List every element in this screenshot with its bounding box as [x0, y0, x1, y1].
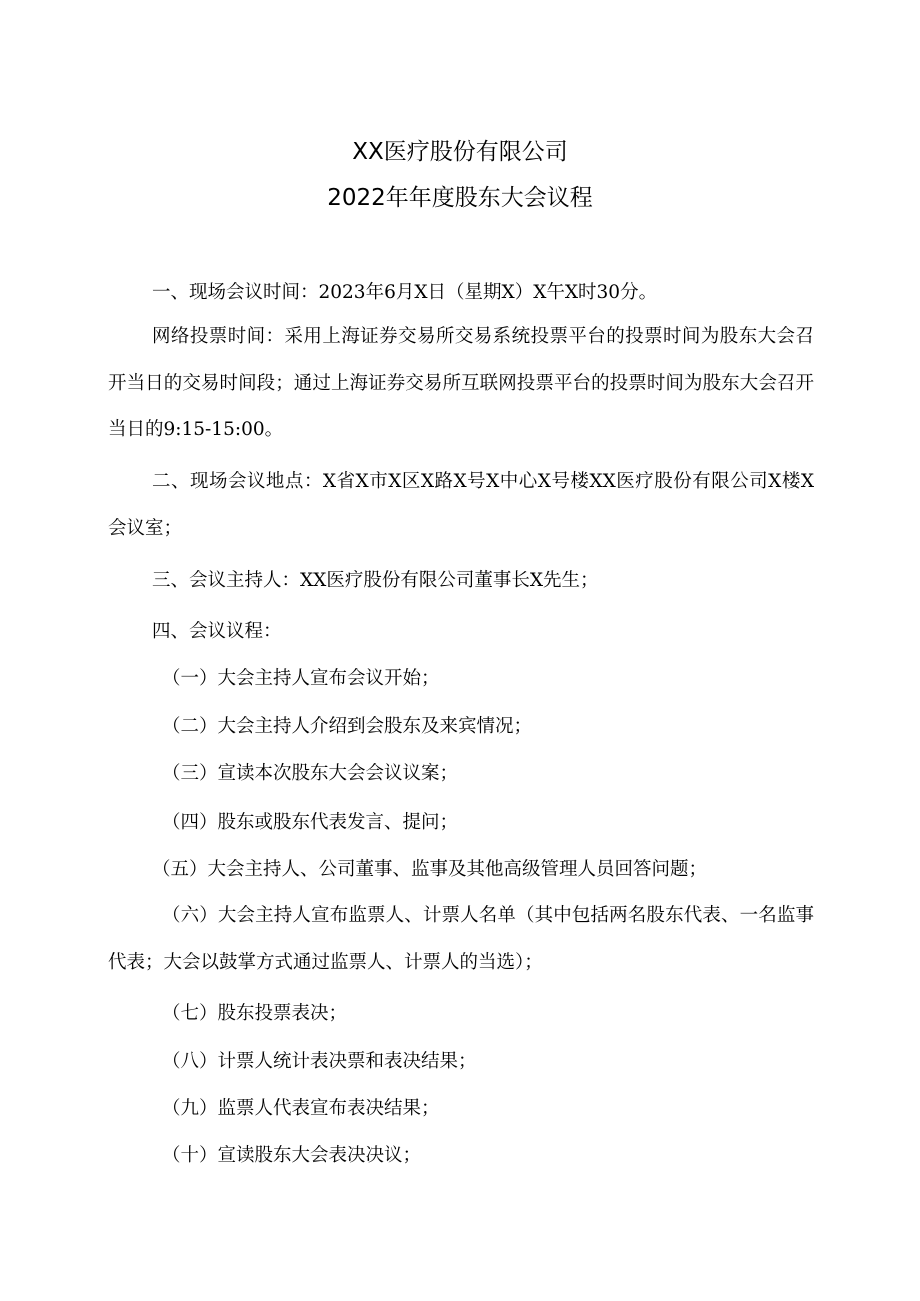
agenda-item-8: （八）计票人统计表决票和表决结果；: [162, 1051, 477, 1072]
agenda-item-7: （七）股东投票表决；: [162, 1003, 348, 1024]
agenda-item-4: （四）股东或股东代表发言、提问；: [162, 812, 459, 833]
meeting-title: 2022年年度股东大会议程: [327, 185, 593, 211]
meeting-location-paragraph: 二、现场会议地点：X省X市X区X路X号X中心X号楼XX医疗股份有限公司X楼X会议室；: [108, 471, 814, 539]
agenda-item-10: （十）宣读股东大会表决决议；: [162, 1145, 422, 1166]
agenda-item-6: （六）大会主持人宣布监票人、计票人名单（其中包括两名股东代表、一名监事代表；大会以鼓掌方式通过监票人、计票人的当选）；: [108, 905, 814, 973]
agenda-item-2: （二）大会主持人介绍到会股东及来宾情况；: [162, 716, 533, 737]
agenda-item-1: （一）大会主持人宣布会议开始；: [162, 668, 440, 689]
agenda-item-3: （三）宣读本次股东大会会议议案；: [162, 763, 459, 784]
company-title: XX医疗股份有限公司: [352, 139, 568, 165]
online-voting-paragraph: 网络投票时间：采用上海证券交易所交易系统投票平台的投票时间为股东大会召开当日的交易时间段；通过上海证券交易所互联网投票平台的投票时间为股东大会召开当日的9:15-15:00。: [108, 326, 814, 440]
meeting-time-paragraph: 一、现场会议时间：2023年6月X日（星期X）X午X时30分。: [152, 282, 658, 303]
meeting-host-paragraph: 三、会议主持人：XX医疗股份有限公司董事长X先生；: [152, 570, 599, 591]
agenda-item-9: （九）监票人代表宣布表决结果；: [162, 1098, 440, 1119]
agenda-heading: 四、会议议程：: [152, 621, 282, 642]
agenda-item-5: （五）大会主持人、公司董事、监事及其他高级管理人员回答问题；: [152, 859, 708, 880]
